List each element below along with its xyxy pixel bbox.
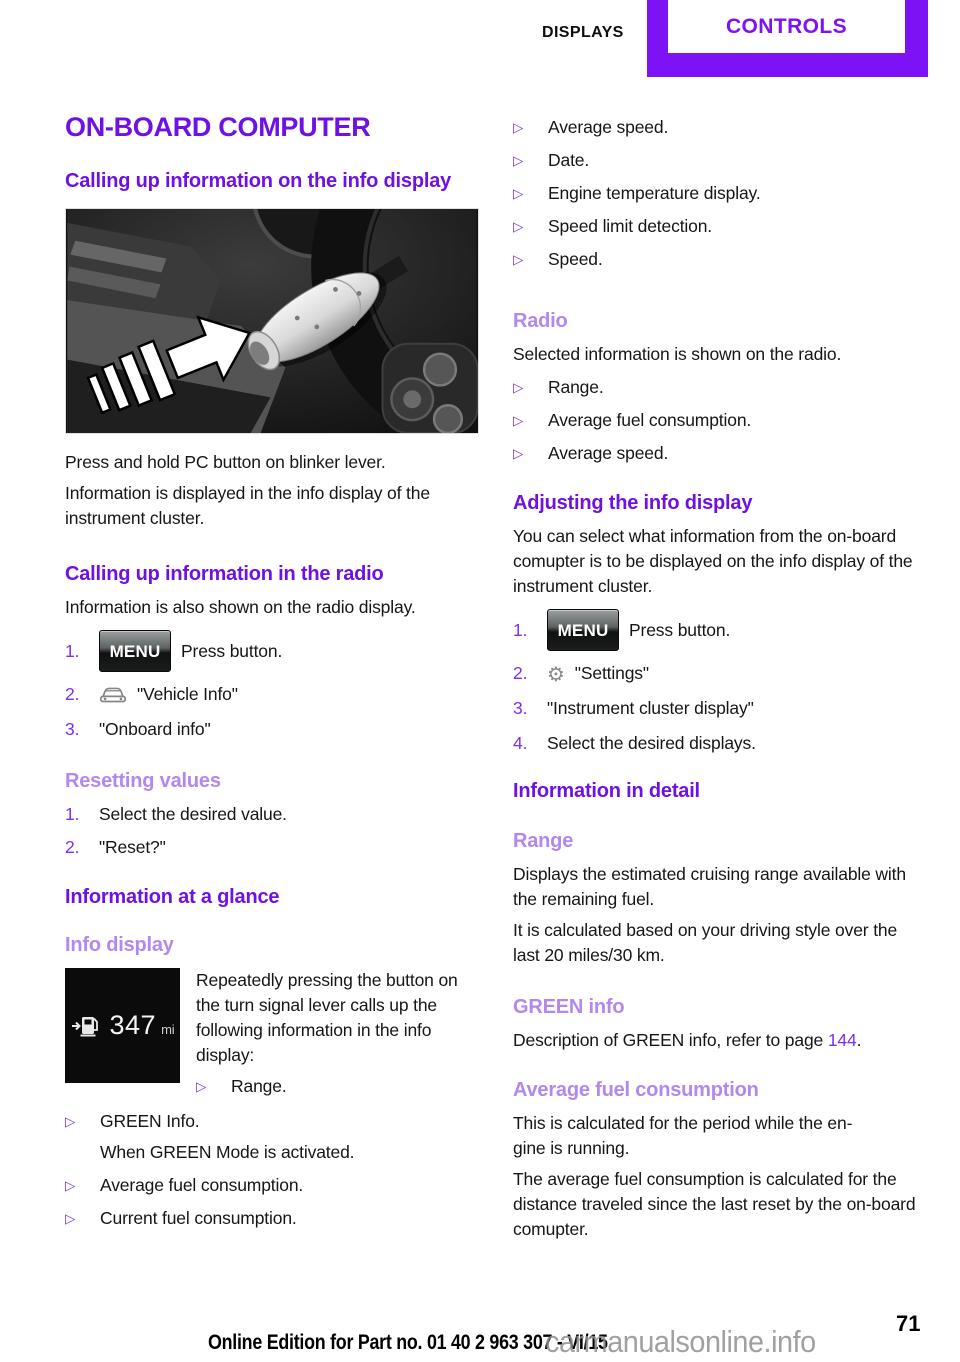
heading-info-display: Info display <box>65 934 174 956</box>
edition-footer-text: Online Edition for Part no. 01 40 2 963 307 - VI/15 <box>208 1331 608 1354</box>
paragraph: Repeatedly pressing the button on the turn signal lever calls up the following information in the info display: <box>196 970 458 1065</box>
list-item <box>513 441 923 466</box>
list-item-text: Engine temperature display. <box>548 183 761 203</box>
step-number: 1. <box>65 804 80 824</box>
step-text: "Settings" <box>574 663 649 683</box>
step-number: 3. <box>513 698 528 718</box>
list-item <box>65 1206 479 1231</box>
paragraph-text: Description of GREEN info, refer to page <box>513 1030 828 1050</box>
step-text: Press button. <box>181 640 283 661</box>
range-unit: mi <box>161 1022 175 1037</box>
list-item <box>513 408 923 433</box>
header-controls-tab-inner <box>668 0 905 53</box>
step-text: "Onboard info" <box>99 719 211 739</box>
step-row <box>513 731 923 756</box>
left-column <box>65 112 479 1231</box>
paragraph: Selected information is shown on the radio. <box>513 344 842 364</box>
step-text: "Instrument cluster display" <box>547 698 754 718</box>
paragraph: Information is displayed in the info display of the instrument cluster. <box>65 483 430 528</box>
paragraph: Information is also shown on the radio display. <box>65 597 416 617</box>
step-number: 2. <box>513 663 528 683</box>
heading-calling-up-info-display: Calling up information on the info display <box>65 170 452 192</box>
triangle-bullet-icon: ▷ <box>513 413 524 428</box>
paragraph-line: gine is running. <box>513 1138 630 1158</box>
triangle-bullet-icon: ▷ <box>196 1079 207 1094</box>
triangle-bullet-icon: ▷ <box>513 252 524 267</box>
list-item-subtext: When GREEN Mode is activated. <box>100 1142 355 1162</box>
triangle-bullet-icon: ▷ <box>513 380 524 395</box>
heading-green-info: GREEN info <box>513 996 625 1018</box>
menu-button <box>99 630 171 672</box>
heading-information-in-detail: Information in detail <box>513 780 700 802</box>
step-number: 2. <box>65 684 80 704</box>
heading-resetting-values: Resetting values <box>65 770 221 792</box>
list-item-text: Speed limit detection. <box>548 216 713 236</box>
triangle-bullet-icon: ▷ <box>65 1211 76 1226</box>
paragraph <box>513 1111 923 1161</box>
triangle-bullet-icon: ▷ <box>65 1114 76 1129</box>
steering-buttons <box>383 344 478 433</box>
list-item <box>513 375 923 400</box>
paragraph <box>513 1028 923 1053</box>
instrument-info-display <box>65 968 180 1083</box>
paragraph-line: This is calculated for the period while the en- <box>513 1113 853 1133</box>
paragraph: The average fuel consumption is calculated for the distance traveled since the last reset by the on-board comupter. <box>513 1169 916 1239</box>
triangle-bullet-icon: ▷ <box>513 219 524 234</box>
list-item-text: Average speed. <box>548 443 669 463</box>
step-text: Select the desired displays. <box>547 733 756 753</box>
step-row <box>513 661 923 686</box>
paragraph-text: . <box>856 1030 862 1050</box>
car-icon <box>99 685 127 704</box>
triangle-bullet-icon: ▷ <box>513 153 524 168</box>
list-item <box>513 181 923 206</box>
list-item-text: Average fuel consumption. <box>100 1175 304 1195</box>
page-number: 71 <box>896 1311 921 1336</box>
adjusting-steps-list <box>513 609 923 756</box>
heading-radio: Radio <box>513 310 568 332</box>
paragraph: Press and hold PC button on blinker lever. <box>65 452 386 472</box>
blinker-lever-photo <box>65 208 479 434</box>
list-item <box>513 214 923 239</box>
header-section-displays: DISPLAYS <box>542 24 624 41</box>
page-reference-link[interactable]: 144 <box>827 1030 857 1050</box>
list-item-text: Current fuel consumption. <box>100 1208 297 1228</box>
resetting-steps-list <box>65 802 479 860</box>
paragraph: It is calculated based on your driving style over the last 20 miles/30 km. <box>513 920 898 965</box>
triangle-bullet-icon: ▷ <box>513 186 524 201</box>
list-item <box>513 247 923 272</box>
step-row <box>65 717 479 742</box>
step-text: "Vehicle Info" <box>137 684 238 704</box>
triangle-bullet-icon: ▷ <box>65 1178 76 1193</box>
heading-adjusting-info-display: Adjusting the info display <box>513 492 753 514</box>
step-text: Press button. <box>629 619 731 640</box>
header-controls-tab <box>647 0 928 77</box>
list-item-text: GREEN Info. <box>100 1111 200 1131</box>
page-title: ON-BOARD COMPUTER <box>65 112 371 142</box>
triangle-bullet-icon: ▷ <box>513 120 524 135</box>
step-row <box>65 682 479 707</box>
list-item <box>513 115 923 140</box>
radio-steps-list <box>65 630 479 742</box>
paragraph: Displays the estimated cruising range available with the remaining fuel. <box>513 864 906 909</box>
list-item-text: Range. <box>231 1076 287 1096</box>
step-number: 3. <box>65 719 80 739</box>
triangle-bullet-icon: ▷ <box>513 446 524 461</box>
step-number: 4. <box>513 733 528 753</box>
step-row <box>65 835 479 860</box>
step-text: Select the desired value. <box>99 804 287 824</box>
menu-button-label: MENU <box>109 641 161 661</box>
step-row <box>65 630 479 672</box>
list-item-text: Speed. <box>548 249 603 269</box>
heading-average-fuel-consumption: Average fuel consumption <box>513 1079 759 1101</box>
step-number: 2. <box>65 837 80 857</box>
list-item <box>65 1109 479 1134</box>
step-row <box>513 696 923 721</box>
step-text: "Reset?" <box>99 837 166 857</box>
watermark-text: carmanualsonline.info <box>545 1324 816 1359</box>
header-section-controls: CONTROLS <box>725 14 848 38</box>
list-item-text: Average fuel consumption. <box>548 410 752 430</box>
step-number: 1. <box>513 619 528 640</box>
top-bullet-list <box>513 115 923 272</box>
heading-information-at-a-glance: Information at a glance <box>65 886 280 908</box>
list-item <box>196 1074 479 1099</box>
list-item-text: Average speed. <box>548 117 669 137</box>
list-item-text: Range. <box>548 377 604 397</box>
radio-bullet-list <box>513 375 923 466</box>
blinker-lever-illustration <box>66 209 478 433</box>
gear-icon: ⚙ <box>547 661 565 686</box>
step-row <box>65 802 479 827</box>
right-column <box>513 115 923 1242</box>
menu-button-label: MENU <box>557 620 609 640</box>
list-item <box>513 148 923 173</box>
list-item-text: Date. <box>548 150 590 170</box>
menu-button <box>547 609 619 651</box>
list-item <box>65 1173 479 1198</box>
fuel-pump-icon <box>71 1012 101 1040</box>
glance-bullet-list <box>65 1109 479 1231</box>
info-display-media-row <box>65 968 479 1099</box>
heading-calling-up-radio: Calling up information in the radio <box>65 563 384 585</box>
step-row <box>513 609 923 651</box>
range-value: 347 <box>109 1010 157 1040</box>
step-number: 1. <box>65 640 80 661</box>
paragraph: You can select what information from the on-board comupter is to be displayed on the info display of the instrument cluster. <box>513 526 913 596</box>
heading-range: Range <box>513 830 574 852</box>
